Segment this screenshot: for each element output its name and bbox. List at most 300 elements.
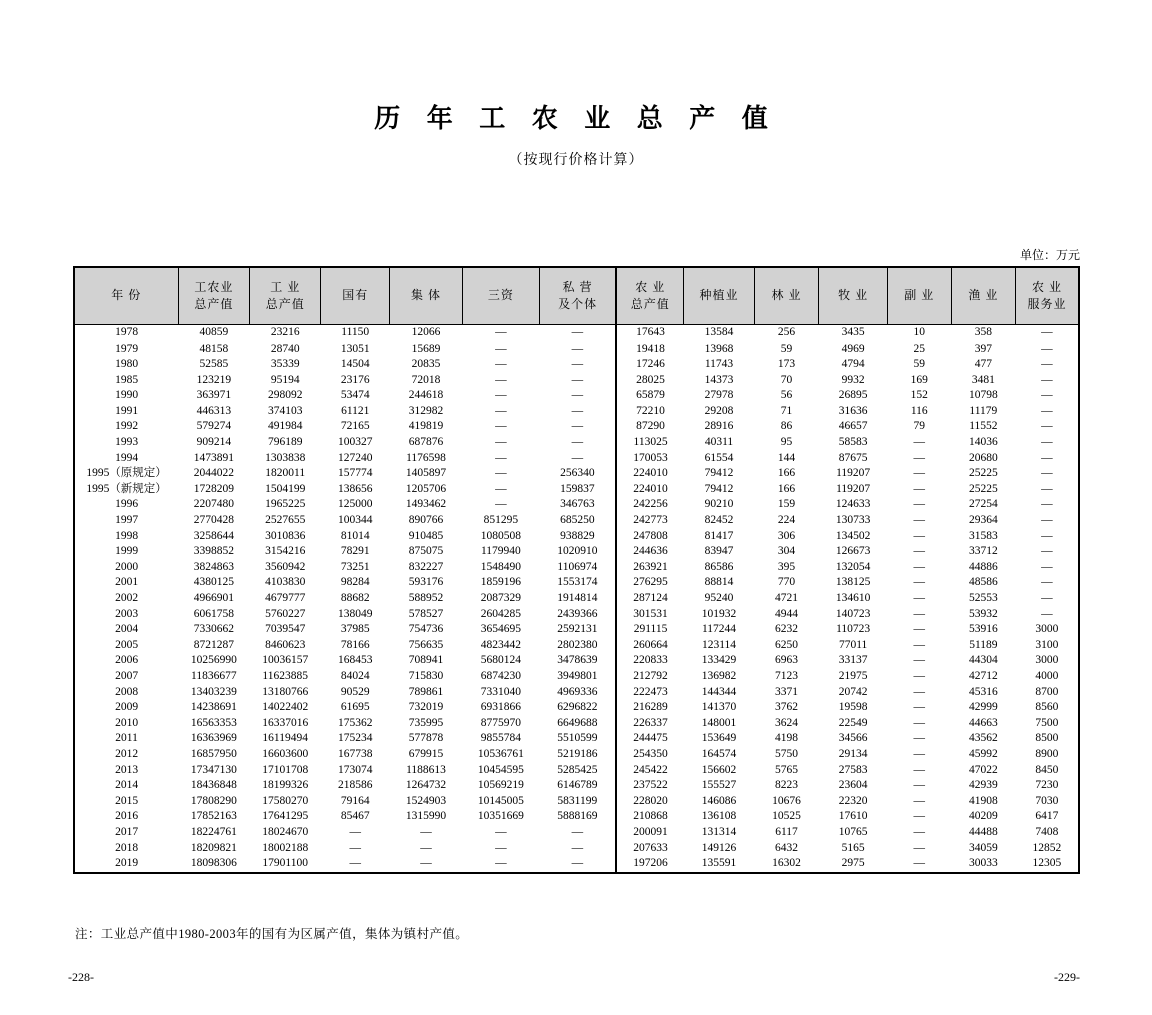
cell-value: 1264732 [405,779,447,792]
cell-value: 6117 [775,825,798,838]
cell-value: 44886 [968,560,998,573]
cell-value: 224010 [616,466,683,482]
cell-value: — [1041,389,1053,402]
cell-value: — [913,763,926,776]
cell-value: 88682 [340,592,370,604]
cell-value: 23176 [340,373,370,386]
cell-value: 133429 [701,654,737,667]
cell-value: 10036157 [262,654,309,667]
cell-value: — [913,576,926,589]
cell-value: — [913,747,926,760]
table-row [74,560,1079,576]
cell-value: 1179940 [480,545,521,558]
cell-value: 78166 [340,638,370,651]
cell-value: 4969336 [557,685,598,698]
cell-value: 579274 [196,420,232,433]
cell-value: — [913,592,926,604]
cell-value: — [1041,576,1053,589]
cell-value: 116 [910,404,928,417]
cell-year: 2018 [115,841,139,854]
table-row [74,419,1079,435]
cell-value: — [349,841,361,854]
cell-value: 113025 [616,435,683,451]
cell-value: — [1041,451,1053,464]
cell-value: 3371 [775,685,798,698]
cell-value: 6061758 [193,607,234,620]
cell-value: 346763 [560,498,595,511]
cell-value: 11179 [969,404,998,417]
cell-year: 2006 [115,654,139,667]
cell-value: 29134 [838,747,868,760]
cell-value: — [1041,373,1053,386]
cell-value: 1176598 [406,451,446,464]
cell-value: 169 [910,373,928,386]
cell-value: 244475 [616,731,683,747]
col-header-industry-total: 工 业 总产值 [250,267,321,325]
cell-value: 16857950 [190,747,237,760]
cell-year: 2013 [115,763,139,776]
cell-value: 44663 [968,716,998,729]
cell-value: 4969 [841,342,865,355]
cell-value: 30033 [968,857,998,870]
cell-value: 90210 [704,498,734,511]
cell-value: 244636 [616,544,683,560]
cell-value: 100344 [337,514,373,527]
table-row [74,466,1079,482]
cell-value: 7039547 [265,623,306,636]
cell-value: — [1041,404,1053,417]
cell-value: 12066 [411,326,441,339]
cell-value: 22549 [838,716,868,729]
cell-year: 1997 [115,514,139,527]
cell-value: 287124 [616,591,683,607]
cell-value: 578527 [408,607,444,620]
cell-value: 419819 [408,420,444,433]
table-row [74,731,1079,747]
cell-value: 48158 [199,342,229,355]
cell-value: 18024670 [262,825,309,838]
cell-value: 15689 [411,342,441,355]
cell-value: 2207480 [193,498,234,511]
cell-value: 9932 [841,373,865,386]
cell-value: — [913,607,926,620]
cell-value: 2802380 [557,638,598,651]
cell-value: 17347130 [190,763,237,776]
cell-year: 2014 [115,779,139,792]
cell-value: 220833 [616,653,683,669]
table-row [74,451,1079,467]
cell-value: — [913,779,926,792]
cell-value: 28025 [616,373,683,389]
unit-label: 单位：万元 [1019,248,1080,262]
cell-value: — [913,560,926,573]
cell-value: 21975 [838,669,868,682]
cell-value: 4198 [775,732,798,745]
cell-value: 31636 [838,404,868,417]
cell-value: 875075 [408,545,444,558]
cell-value: 1493462 [405,498,447,511]
cell-year: 1990 [115,389,139,402]
cell-value: 1728209 [193,482,234,495]
cell-value: 17808290 [190,794,237,807]
cell-value: 48586 [968,576,998,589]
cell-value: 395 [777,560,796,573]
table-row [74,763,1079,779]
cell-value: 1524903 [405,794,447,807]
cell-value: — [1041,560,1053,573]
cell-year: 2017 [115,825,139,838]
cell-value: — [495,342,507,355]
table-row [74,513,1079,529]
cell-value: 11623885 [262,669,308,682]
cell-value: — [913,514,926,527]
cell-value: 207633 [616,841,683,857]
cell-value: — [495,825,507,838]
cell-value: 2087329 [480,592,521,604]
cell-value: — [420,825,432,838]
cell-value: 4794 [841,358,865,371]
table-row [74,825,1079,841]
table-note: 注：工业总产值中1980-2003年的国有为区属产值，集体为镇村产值。 [75,927,469,941]
cell-value: 77011 [838,638,868,651]
cell-value: 4823442 [480,638,521,651]
cell-value: 42999 [968,701,998,714]
statistics-table-container [73,266,1080,874]
cell-value: 22320 [838,794,868,807]
cell-value: 301531 [616,607,683,623]
cell-value: 6232 [775,623,798,636]
cell-value: 27254 [968,498,998,511]
cell-value: 47022 [968,763,998,776]
cell-value: — [913,529,926,542]
cell-value: — [349,857,361,870]
cell-value: 95240 [704,592,734,604]
cell-value: — [1041,326,1053,339]
cell-value: 18436848 [190,779,237,792]
cell-value: — [913,638,926,651]
cell-value: 228020 [616,794,683,810]
cell-year: 1993 [115,436,139,449]
cell-value: 5750 [775,747,798,760]
cell-year: 1980 [115,358,139,371]
cell-value: — [913,669,926,682]
cell-year: 1999 [115,545,139,558]
cell-value: — [1041,342,1053,355]
cell-value: 8223 [775,779,798,792]
table-row [74,388,1079,404]
cell-value: 3824863 [193,560,234,573]
cell-value: 86586 [704,560,734,573]
cell-value: — [571,404,584,417]
cell-value: 45992 [968,747,998,760]
cell-value: 16363969 [190,732,237,745]
cell-value: 1820011 [265,467,306,480]
cell-value: 242256 [616,497,683,513]
cell-value: 7331040 [480,685,521,698]
cell-value: 16302 [772,857,801,870]
cell-value: 685250 [560,514,595,527]
cell-year: 2010 [115,716,139,729]
cell-value: 4966901 [193,592,234,604]
cell-value: 708941 [408,654,444,667]
cell-value: 446313 [196,404,232,417]
cell-value: 18199326 [262,779,309,792]
cell-year: 2001 [115,576,139,589]
cell-value: 140723 [835,607,871,620]
cell-value: — [571,373,584,386]
cell-year: 2009 [115,701,139,714]
cell-value: 40209 [968,810,998,823]
cell-value: 11743 [704,358,734,371]
cell-value: 212792 [616,669,683,685]
cell-value: 131314 [701,825,737,838]
cell-value: — [495,358,507,371]
cell-value: 35339 [270,358,300,371]
cell-value: 3762 [775,701,798,714]
cell-value: — [913,467,926,480]
cell-value: 53932 [968,607,998,620]
cell-value: 17901100 [262,857,308,870]
cell-value: 938829 [560,529,595,542]
cell-year: 2012 [115,747,139,760]
cell-value: 40311 [704,436,734,449]
table-row [74,435,1079,451]
cell-value: 159 [777,498,796,511]
cell-value: 119207 [836,482,871,495]
page-number-right: -229- [1054,970,1080,984]
cell-value: 25225 [968,467,998,480]
cell-value: 18098306 [190,857,237,870]
cell-value: 84024 [340,669,370,682]
cell-value: — [913,654,926,667]
table-body [74,325,1079,873]
cell-value: — [571,451,584,464]
cell-value: 156602 [701,763,737,776]
table-row [74,778,1079,794]
cell-value: — [1041,420,1053,433]
table-row [74,622,1079,638]
cell-year: 1998 [115,529,139,542]
cell-value: 10569219 [477,779,524,792]
cell-value: 298092 [267,389,303,402]
cell-value: 1020910 [557,545,598,558]
cell-value: 127240 [337,451,373,464]
cell-value: 6250 [775,638,798,651]
cell-value: 1303838 [265,451,306,464]
table-header-row [74,267,1079,325]
cell-value: 16563353 [190,716,237,729]
cell-value: 8500 [1035,732,1059,745]
cell-value: 81014 [340,529,370,542]
cell-value: 210868 [616,809,683,825]
cell-value: 7500 [1035,716,1059,729]
cell-value: 10798 [968,389,998,402]
cell-value: 13051 [340,342,370,355]
cell-value: 7230 [1035,779,1059,792]
cell-value: 1548490 [480,560,521,573]
cell-value: 42712 [968,669,998,682]
cell-value: 23604 [838,779,868,792]
cell-value: — [913,498,926,511]
table-row [74,716,1079,732]
cell-value: 166 [777,482,796,495]
cell-value: 44488 [968,825,998,838]
col-header-state-owned: 国有 [321,267,390,325]
cell-value: — [420,857,432,870]
cell-value: — [913,794,926,807]
table-row [74,841,1079,857]
table-row [74,794,1079,810]
cell-value: 2975 [841,857,865,870]
cell-value: 130733 [835,514,871,527]
cell-value: 796189 [267,436,303,449]
cell-value: 909214 [196,436,232,449]
document-page [0,98,1152,1015]
cell-value: 5165 [841,841,865,854]
cell-value: 10 [913,326,926,339]
cell-value: 2527655 [265,514,306,527]
cell-value: 8450 [1035,763,1059,776]
cell-year: 1995（新规定） [86,482,167,495]
cell-value: 1859196 [480,576,521,589]
table-row [74,700,1079,716]
cell-value: 3435 [841,326,865,339]
cell-value: 8775970 [480,716,521,729]
cell-value: 789861 [408,685,444,698]
cell-value: 8560 [1035,701,1059,714]
cell-value: 1914814 [557,592,598,604]
cell-value: — [571,389,584,402]
cell-value: 28740 [270,342,300,355]
cell-value: 756635 [408,638,444,651]
cell-value: 1553174 [557,576,598,589]
cell-value: 23216 [270,326,300,339]
cell-value: 42939 [968,779,998,792]
cell-value: 72165 [340,420,370,433]
cell-value: — [571,342,584,355]
col-header-crop-farming: 种植业 [684,267,755,325]
cell-value: — [1041,482,1053,495]
cell-value: 29364 [968,514,998,527]
cell-value: 577878 [408,732,444,745]
cell-value: 1504199 [265,482,306,495]
cell-value: 175234 [337,732,373,745]
cell-value: 16603600 [262,747,309,760]
cell-value: 34059 [968,841,998,854]
cell-value: 87290 [616,419,683,435]
cell-value: 134610 [835,592,871,604]
cell-value: 4944 [775,607,798,620]
table-row [74,325,1079,342]
table-row [74,591,1079,607]
cell-value: 65879 [616,388,683,404]
col-header-collective: 集 体 [390,267,463,325]
cell-value: — [913,623,926,636]
cell-value: 117244 [701,623,737,636]
cell-value: 17643 [616,325,683,342]
table-row [74,809,1079,825]
cell-year: 2000 [115,560,139,573]
cell-value: 13584 [704,326,734,339]
cell-value: 72210 [616,404,683,420]
cell-value: — [913,545,926,558]
cell-value: 358 [974,326,992,339]
cell-value: 6296822 [557,701,598,714]
table-header [74,267,1079,325]
cell-value: 247808 [616,529,683,545]
cell-year: 2011 [115,732,138,745]
cell-value: 3398852 [193,545,234,558]
cell-value: 6146789 [557,779,598,792]
cell-value: 6963 [775,654,798,667]
cell-value: — [1041,545,1053,558]
table-row [74,575,1079,591]
cell-value: 18209821 [190,841,237,854]
col-header-fishery: 渔 业 [951,267,1016,325]
cell-value: 3000 [1035,623,1059,636]
cell-value: 256340 [560,467,595,480]
cell-value: 5765 [775,763,798,776]
cell-value: 144 [777,451,796,464]
cell-value: 79 [913,420,926,433]
cell-value: 12305 [1032,857,1062,870]
cell-value: 123219 [196,373,232,386]
cell-value: 27978 [704,389,734,402]
cell-value: 164574 [701,747,737,760]
cell-value: — [1041,529,1053,542]
col-header-agriculture-services: 农 业 服务业 [1016,267,1079,325]
cell-value: 245422 [616,763,683,779]
col-header-forestry: 林 业 [754,267,819,325]
col-header-industry-agriculture-total: 工农业 总产值 [178,267,249,325]
page-title: 历 年 工 农 业 总 产 值 [374,104,778,133]
cell-year: 1978 [115,326,139,339]
table-row [74,529,1079,545]
cell-value: 132054 [835,560,871,573]
cell-value: 149126 [701,841,737,854]
cell-value: 1106974 [557,560,598,573]
cell-value: — [495,467,507,480]
cell-value: 7408 [1035,825,1059,838]
cell-year: 1991 [115,404,139,417]
cell-value: 173074 [337,763,373,776]
cell-value: 304 [777,545,796,558]
cell-value: 159837 [560,482,595,495]
cell-value: 260664 [616,638,683,654]
cell-value: 3624 [775,716,798,729]
cell-value: 593176 [408,576,444,589]
col-header-animal-husbandry: 牧 业 [819,267,888,325]
cell-value: 291115 [616,622,683,638]
cell-value: 119207 [836,467,871,480]
cell-value: 4721 [775,592,798,604]
cell-value: — [495,841,507,854]
cell-value: — [571,326,584,339]
cell-value: 17852163 [190,810,237,823]
cell-value: — [913,716,926,729]
cell-value: 754736 [408,623,444,636]
cell-value: 135591 [701,857,737,870]
cell-value: — [913,701,926,714]
cell-year: 1992 [115,420,139,433]
cell-value: 110723 [836,623,871,636]
cell-value: — [420,841,432,854]
cell-value: 53916 [968,623,998,636]
cell-value: 11552 [969,420,998,433]
cell-year: 2007 [115,669,139,682]
cell-value: 46657 [838,420,868,433]
cell-value: 59 [780,342,793,355]
